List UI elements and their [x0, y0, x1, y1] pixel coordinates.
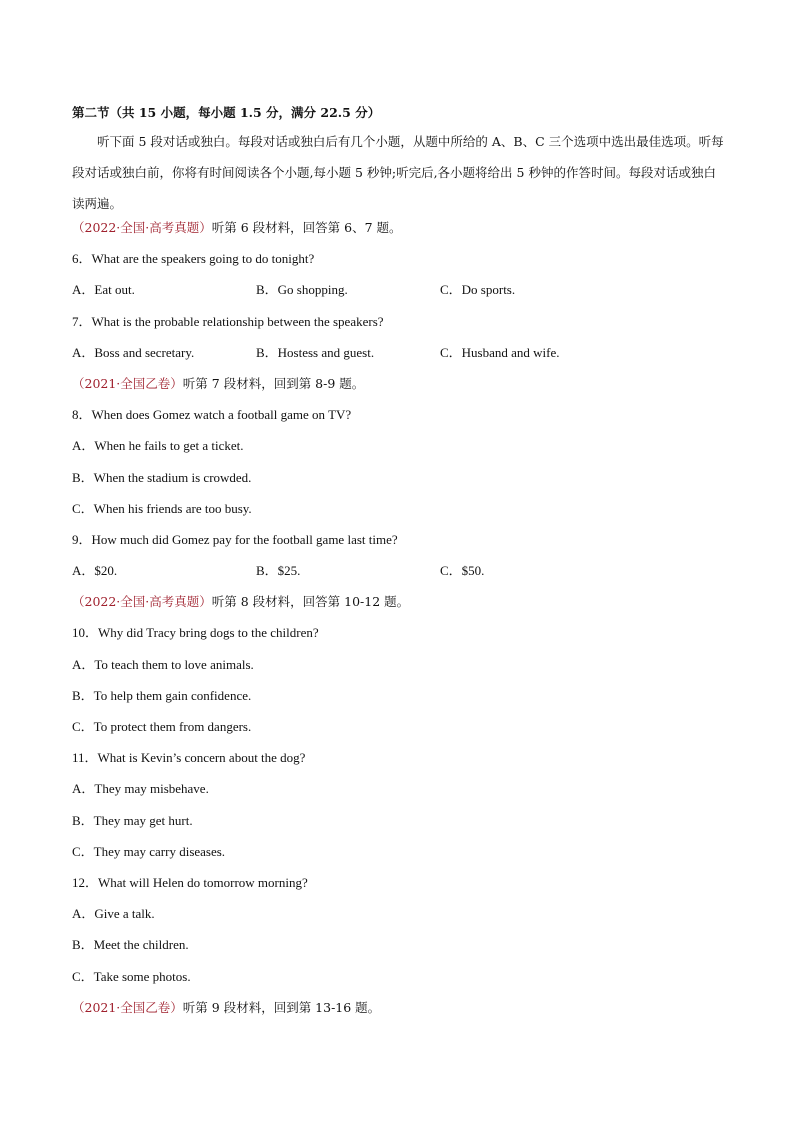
question-stem: 6．What are the speakers going to do tonight? — [72, 251, 315, 267]
source-instruction: 听第 9 段材料，回到第 13-16 题。 — [182, 999, 381, 1015]
answer-option: A．Give a talk. — [72, 906, 155, 922]
answer-option: C．$50. — [440, 563, 485, 579]
material-source-line — [72, 375, 724, 406]
answer-option: C．Do sports. — [440, 282, 516, 298]
section-instructions: 听下面 5 段对话或独白。每段对话或独白后有几个小题，从题中所给的 A、B、C 三个选项中选出最佳选项。听每段对话或独白前，你将有时间阅读各个小题,每小题 5 秒钟;听完后,各小题将给出 5 秒钟的作答时间。每段对话或独白读两遍。 — [72, 134, 724, 211]
answer-option: C．When his friends are too busy. — [72, 500, 252, 516]
answer-option: B．Go shopping. — [256, 282, 348, 298]
answer-options-row — [72, 281, 724, 312]
material-source-line — [72, 999, 724, 1030]
answer-option: C．To protect them from dangers. — [72, 719, 252, 734]
answer-option: A．To teach them to love animals. — [72, 656, 254, 672]
source-instruction: 听第 8 段材料，回答第 10-12 题。 — [211, 594, 410, 610]
question-list — [72, 219, 724, 1030]
question-stem: 9．How much did Gomez pay for the football game last time? — [72, 531, 398, 547]
answer-option: C．Husband and wife. — [440, 344, 560, 360]
answer-option: A．$20. — [72, 563, 118, 579]
source-tag: （2022·全国·高考真题） — [72, 220, 212, 235]
source-tag: （2022·全国·高考真题） — [72, 594, 212, 610]
source-instruction: 听第 6 段材料，回答第 6、7 题。 — [211, 220, 402, 235]
question-stem: 7．What is the probable relationship between the speakers? — [72, 313, 384, 329]
question-stem: 10．Why did Tracy bring dogs to the children? — [72, 625, 319, 641]
answer-option: A．They may misbehave. — [72, 781, 209, 797]
answer-option: A．When he fails to get a ticket. — [72, 438, 244, 454]
answer-option: A．Boss and secretary. — [72, 344, 195, 360]
question-stem: 12．What will Helen do tomorrow morning? — [72, 874, 308, 890]
answer-option: B．$25. — [256, 563, 301, 579]
source-tag: （2021·全国乙卷） — [72, 375, 183, 391]
answer-option: B．They may get hurt. — [72, 812, 193, 828]
source-instruction: 听第 7 段材料，回到第 8-9 题。 — [182, 375, 365, 391]
answer-option: B．To help them gain confidence. — [72, 687, 252, 703]
source-tag: （2021·全国乙卷） — [72, 999, 183, 1015]
material-source-line — [72, 593, 724, 624]
answer-options-row — [72, 344, 724, 375]
answer-option: C．They may carry diseases. — [72, 843, 226, 859]
material-source-line — [72, 219, 724, 250]
section-title: 第二节（共 15 小题，每小题 1.5 分，满分 22.5 分） — [72, 105, 381, 120]
answer-option: C．Take some photos. — [72, 968, 191, 984]
answer-option: B．When the stadium is crowded. — [72, 469, 252, 485]
answer-options-row — [72, 562, 724, 593]
question-stem: 11．What is Kevin’s concern about the dog? — [72, 750, 306, 766]
answer-option: A．Eat out. — [72, 282, 135, 298]
answer-option: B．Meet the children. — [72, 937, 189, 953]
exam-page — [72, 104, 724, 1030]
question-stem: 8．When does Gomez watch a football game on TV? — [72, 407, 352, 423]
answer-option: B．Hostess and guest. — [256, 344, 375, 360]
